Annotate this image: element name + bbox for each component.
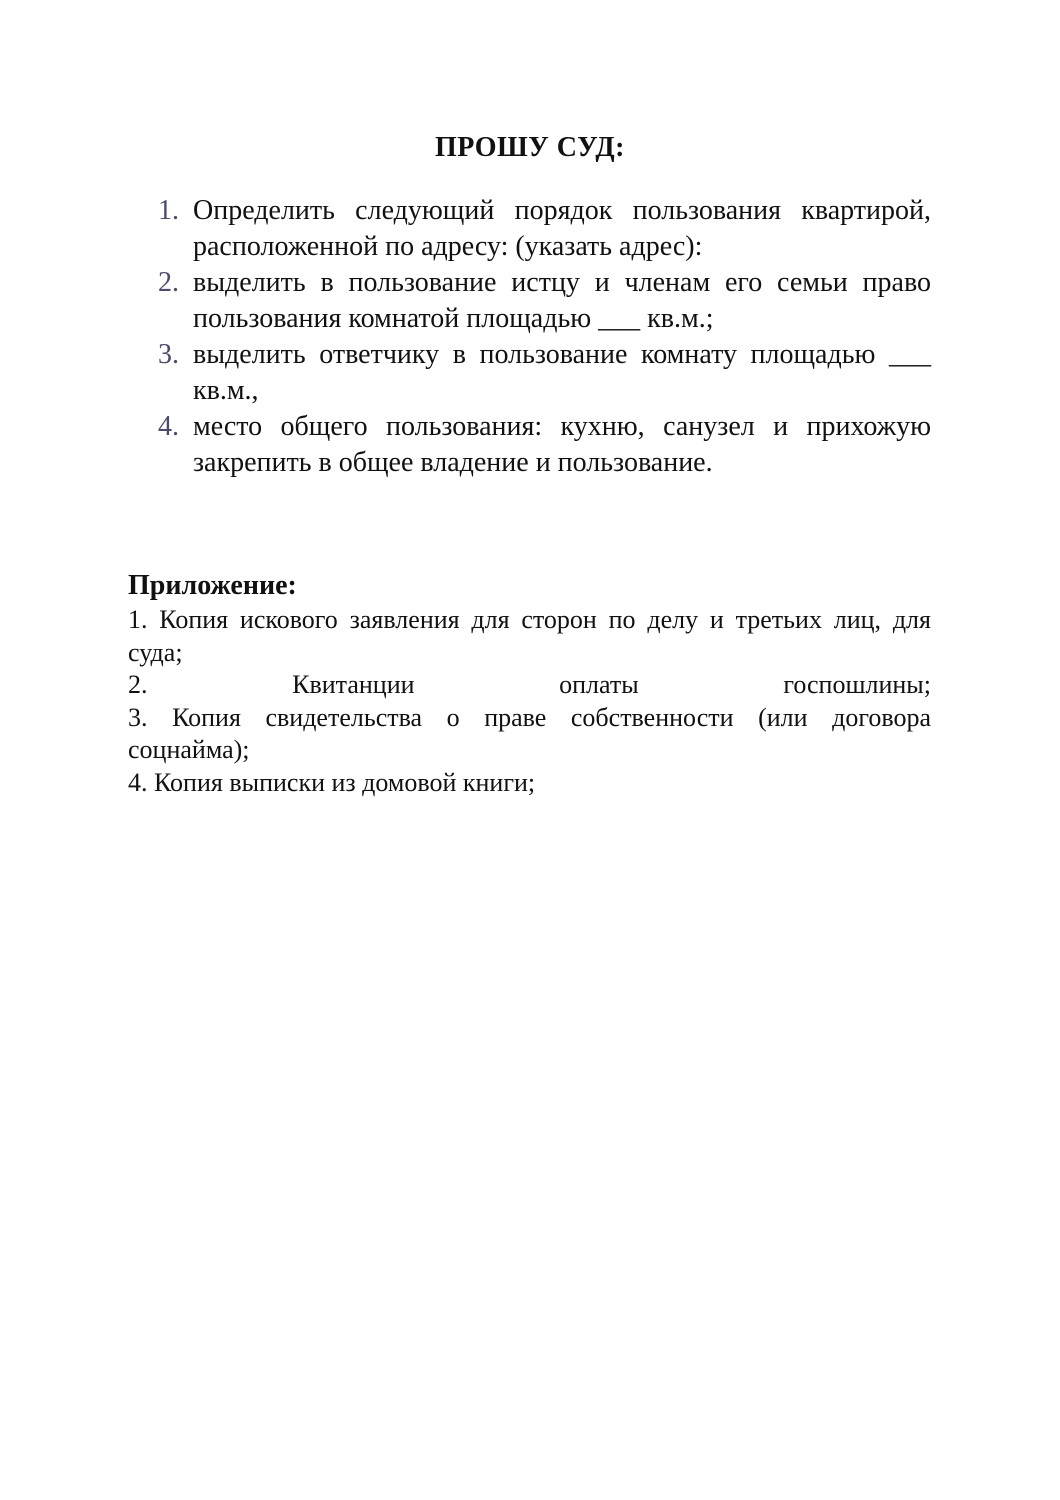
- annex-list: [128, 604, 931, 799]
- request-item-text: место общего пользования: кухню, санузел и прихожую закрепить в общее владение и пользование.: [193, 411, 931, 478]
- annex-item-2: 2. Квитанции оплаты госпошлины;: [128, 670, 931, 699]
- request-item-1: [150, 193, 931, 265]
- request-item-number: 3.: [158, 339, 179, 370]
- request-item-2: [150, 265, 931, 337]
- request-item-text: Определить следующий порядок пользования квартирой, расположенной по адресу: (указать адрес):: [193, 195, 931, 262]
- annex-item-3: 3. Копия свидетельства о праве собственности (или договора соцнайма);: [128, 702, 931, 764]
- request-item-number: 4.: [158, 411, 179, 442]
- request-item-text: выделить в пользование истцу и членам его семьи право пользования комнатой площадью ___ кв.м.;: [193, 267, 931, 334]
- request-heading: ПРОШУ СУД:: [435, 132, 625, 163]
- annex-heading: Приложение:: [128, 570, 297, 601]
- request-item-number: 2.: [158, 267, 179, 298]
- request-item-number: 1.: [158, 195, 179, 226]
- request-list: [150, 193, 931, 481]
- request-item-3: [150, 337, 931, 409]
- annex-item-1: 1. Копия искового заявления для сторон по делу и третьих лиц, для суда;: [128, 605, 931, 667]
- request-item-text: выделить ответчику в пользование комнату площадью ___ кв.м.,: [193, 339, 931, 406]
- annex-item-4: 4. Копия выписки из домовой книги;: [128, 767, 536, 797]
- request-item-4: [150, 409, 931, 481]
